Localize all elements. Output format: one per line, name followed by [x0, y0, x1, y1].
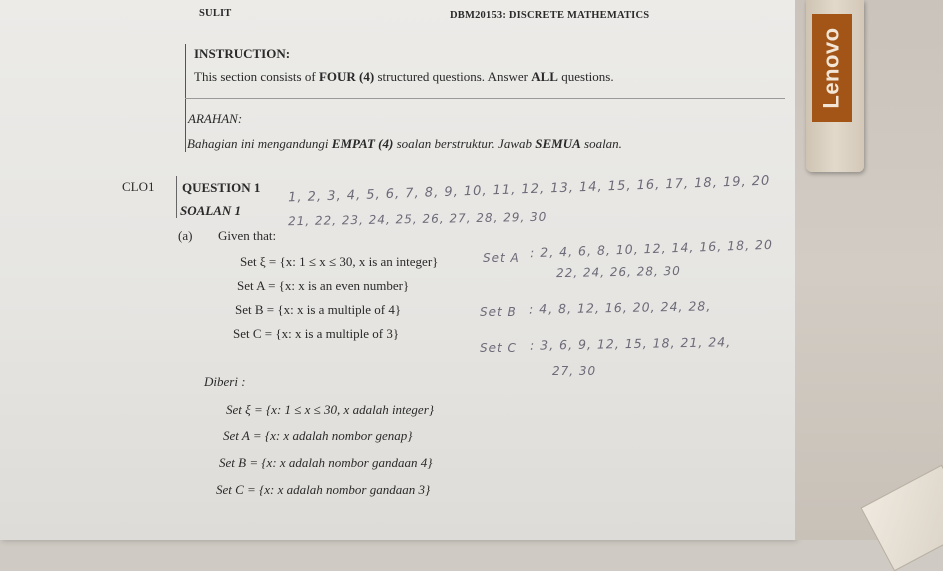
question-border — [176, 176, 177, 218]
diberi-label: Diberi : — [204, 374, 246, 389]
question-title-malay: SOALAN 1 — [180, 203, 242, 218]
given-label: Given that: — [218, 228, 277, 243]
set-a-en: Set A = {x: x is an even number} — [237, 278, 410, 293]
handwritten-seta-line2: 22, 24, 26, 28, 30 — [555, 263, 681, 281]
handwritten-universal-line2: 21, 22, 23, 24, 25, 26, 27, 28, 29, 30 — [287, 209, 548, 229]
instruction-text: This section consists of FOUR (4) structured questions. Answer ALL questions. — [194, 69, 614, 84]
handwritten-setb-line1: : 4, 8, 12, 16, 20, 24, 28, — [528, 298, 712, 317]
header-sulit: SULIT — [199, 8, 232, 19]
set-universal-en: Set ξ = {x: 1 ≤ x ≤ 30, x is an integer} — [240, 254, 439, 269]
handwritten-setc-line2: 27, 30 — [552, 364, 597, 378]
question-title: QUESTION 1 — [182, 180, 261, 195]
header-course: DBM20153: DISCRETE MATHEMATICS — [450, 10, 650, 21]
set-b-en: Set B = {x: x is a multiple of 4} — [235, 302, 402, 317]
lenovo-logo — [812, 14, 852, 122]
set-c-en: Set C = {x: x is a multiple of 3} — [233, 326, 400, 341]
clo-label: CLO1 — [122, 179, 155, 194]
set-universal-ms: Set ξ = {x: 1 ≤ x ≤ 30, x adalah integer} — [226, 402, 434, 417]
handwritten-setc-line1: : 3, 6, 9, 12, 15, 18, 21, 24, — [529, 334, 732, 353]
set-b-ms: Set B = {x: x adalah nombor gandaan 4} — [219, 455, 433, 470]
arahan-title: ARAHAN: — [188, 111, 243, 126]
lenovo-brand-text: Lenovo — [819, 27, 845, 109]
handwritten-seta-label: Set A — [483, 251, 520, 265]
handwritten-setc-label: Set C — [480, 341, 517, 355]
set-c-ms: Set C = {x: x adalah nombor gandaan 3} — [216, 482, 431, 497]
instruction-title: INSTRUCTION: — [194, 46, 291, 61]
handwritten-setb-label: Set B — [480, 305, 517, 319]
set-a-ms: Set A = {x: x adalah nombor genap} — [223, 428, 413, 443]
part-label: (a) — [178, 228, 193, 243]
arahan-text: Bahagian ini mengandungi EMPAT (4) soalan berstruktur. Jawab SEMUA soalan. — [187, 136, 622, 151]
handwritten-universal-line1: 1, 2, 3, 4, 5, 6, 7, 8, 9, 10, 11, 12, 13, 14, 15, 16, 17, 18, 19, 20 — [287, 173, 771, 206]
handwritten-seta-line1: : 2, 4, 6, 8, 10, 12, 14, 16, 18, 20 — [529, 236, 774, 261]
instruction-divider — [185, 98, 785, 99]
